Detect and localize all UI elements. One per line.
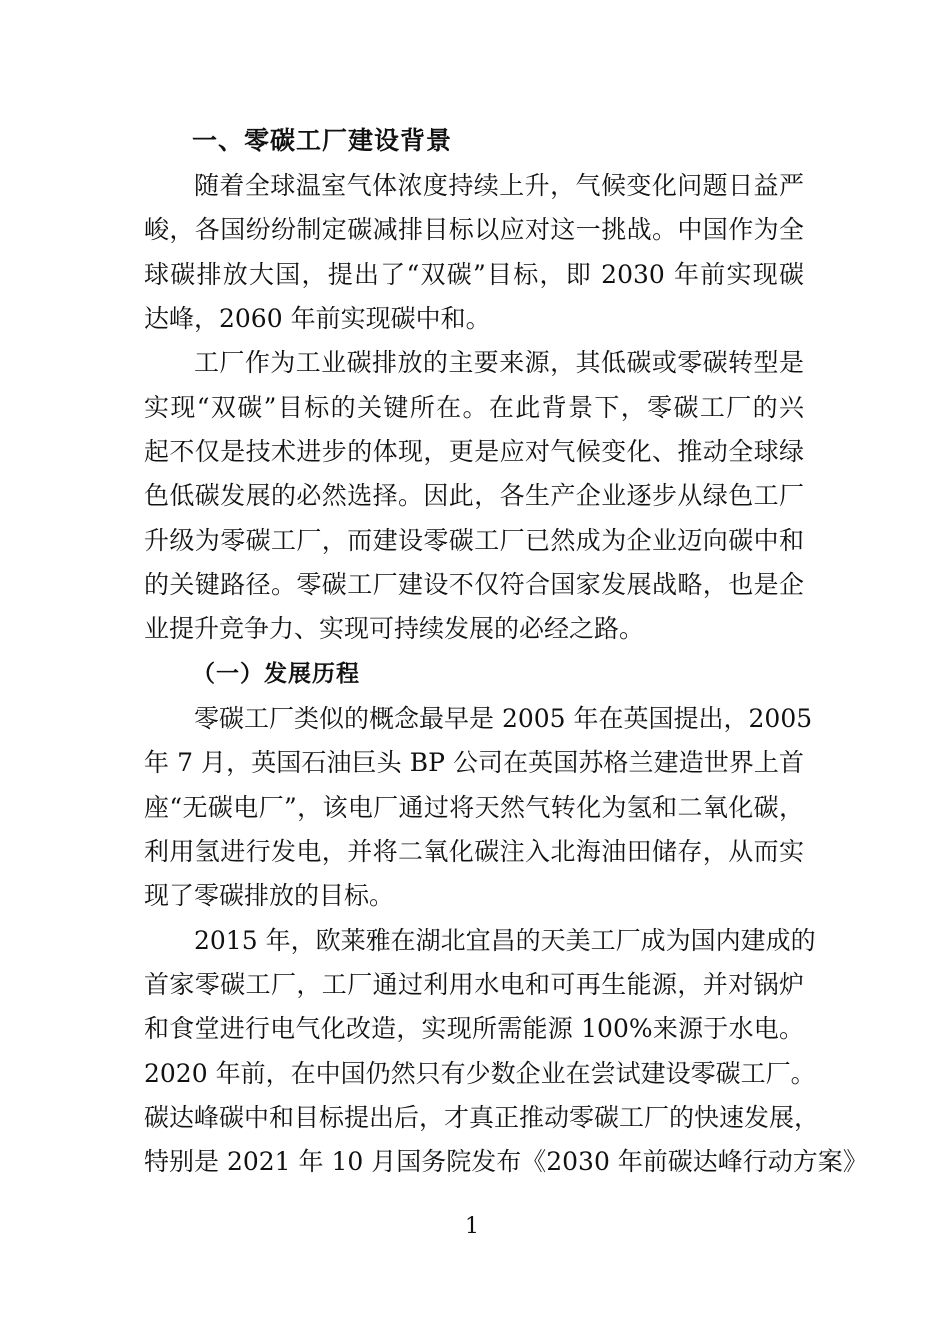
paragraph-line: 随着全球温室气体浓度持续上升，气候变化问题日益严: [194, 171, 804, 200]
subsection-heading: （一）发展历程: [192, 660, 360, 687]
paragraph-line: 特别是 2021 年 10 月国务院发布《2030 年前碳达峰行动方案》: [144, 1147, 868, 1176]
paragraph-line: 工厂作为工业碳排放的主要来源，其低碳或零碳转型是: [194, 348, 804, 377]
paragraph-line: 色低碳发展的必然选择。因此，各生产企业逐步从绿色工厂: [144, 481, 804, 510]
paragraph-line: 座“无碳电厂”，该电厂通过将天然气转化为氢和二氧化碳，: [144, 793, 804, 822]
paragraph-line: 的关键路径。零碳工厂建设不仅符合国家发展战略，也是企: [144, 570, 804, 599]
paragraph-line: 达峰，2060 年前实现碳中和。: [144, 304, 491, 333]
paragraph-line: 2020 年前，在中国仍然只有少数企业在尝试建设零碳工厂。: [144, 1059, 816, 1088]
paragraph-line: 碳达峰碳中和目标提出后，才真正推动零碳工厂的快速发展，: [144, 1103, 820, 1132]
paragraph-line: 利用氢进行发电，并将二氧化碳注入北海油田储存，从而实: [144, 837, 804, 866]
paragraph-line: 业提升竞争力、实现可持续发展的必经之路。: [144, 614, 645, 643]
paragraph-line: 现了零碳排放的目标。: [144, 881, 395, 910]
paragraph-line: 首家零碳工厂，工厂通过利用水电和可再生能源，并对锅炉: [144, 970, 804, 999]
paragraph-line: 实现“双碳”目标的关键所在。在此背景下，零碳工厂的兴: [144, 393, 804, 422]
paragraph-line: 零碳工厂类似的概念最早是 2005 年在英国提出，2005: [194, 704, 813, 733]
paragraph-line: 峻，各国纷纷制定碳减排目标以应对这一挑战。中国作为全: [144, 215, 804, 244]
section-heading: 一、零碳工厂建设背景: [192, 126, 453, 155]
paragraph-line: 球碳排放大国，提出了“双碳”目标，即 2030 年前实现碳: [144, 260, 804, 289]
paragraph-line: 和食堂进行电气化改造，实现所需能源 100%来源于水电。: [144, 1014, 804, 1043]
paragraph-line: 升级为零碳工厂，而建设零碳工厂已然成为企业迈向碳中和: [144, 526, 804, 555]
paragraph-line: 年 7 月，英国石油巨头 BP 公司在英国苏格兰建造世界上首: [144, 748, 804, 777]
page-number: 1: [465, 1214, 479, 1239]
paragraph-line: 2015 年，欧莱雅在湖北宜昌的天美工厂成为国内建成的: [194, 926, 816, 955]
paragraph-line: 起不仅是技术进步的体现，更是应对气候变化、推动全球绿: [144, 437, 804, 466]
